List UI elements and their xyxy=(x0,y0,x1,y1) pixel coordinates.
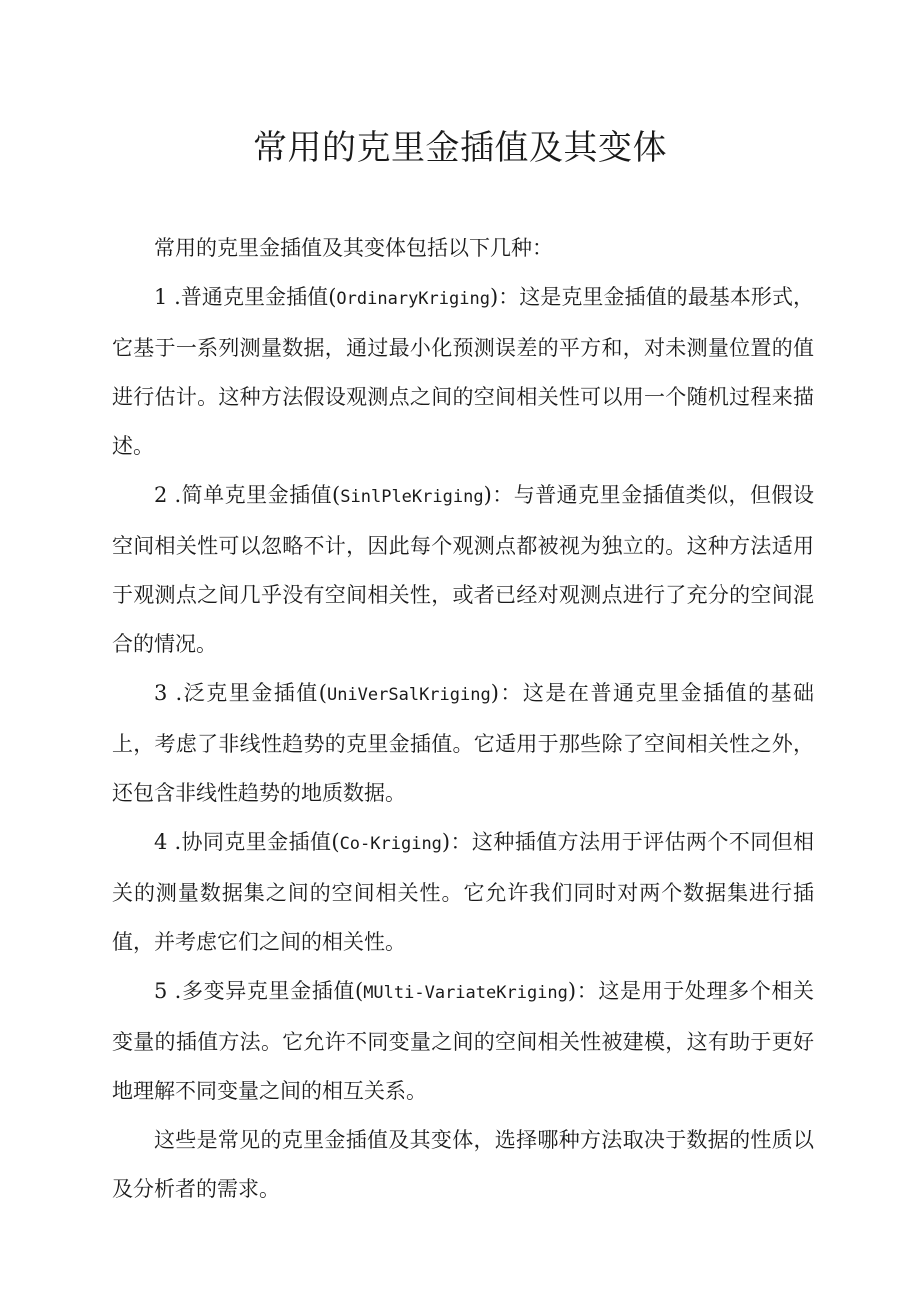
item-term: MUlti-VariateKriging xyxy=(363,983,568,1003)
item-term: UniVerSalKriging xyxy=(326,685,491,705)
item-term: SinlPleKriging xyxy=(340,487,484,507)
list-item-multivariate-kriging xyxy=(112,967,814,1116)
item-text: )：这是在普通克里金插值的基础上，考虑了非线性趋势的克里金插值。它适用于那些除了空间相关性之外，还包含非线性趋势的地质数据。 xyxy=(112,681,814,805)
item-text: )：这是用于处理多个相关变量的插值方法。它允许不同变量之间的空间相关性被建模，这有助于更好地理解不同变量之间的相互关系。 xyxy=(112,979,814,1103)
item-term: Co-Kriging xyxy=(339,834,442,854)
item-prefix: 4 .协同克里金插值( xyxy=(154,830,340,854)
list-item-ordinary-kriging xyxy=(112,273,814,471)
item-text: )：这是克里金插值的最基本形式，它基于一系列测量数据，通过最小化预测误差的平方和，对未测量位置的值进行估计。这种方法假设观测点之间的空间相关性可以用一个随机过程来描述。 xyxy=(112,285,814,458)
item-text: )：与普通克里金插值类似，但假设空间相关性可以忽略不计，因此每个观测点都被视为独立的。这种方法适用于观测点之间几乎没有空间相关性，或者已经对观测点进行了充分的空间混合的情况。 xyxy=(112,483,815,656)
list-item-universal-kriging xyxy=(112,669,814,818)
item-term: OrdinaryKriging xyxy=(336,289,490,309)
list-item-co-kriging xyxy=(112,818,814,967)
item-text: )：这种插值方法用于评估两个不同但相关的测量数据集之间的空间相关性。它允许我们同时对两个数据集进行插值，并考虑它们之间的相关性。 xyxy=(112,830,814,954)
item-prefix: 2 .简单克里金插值( xyxy=(154,483,341,507)
conclusion-paragraph: 这些是常见的克里金插值及其变体，选择哪种方法取决于数据的性质以及分析者的需求。 xyxy=(112,1128,814,1201)
list-item-simple-kriging xyxy=(112,471,814,669)
item-prefix: 5 .多变异克里金插值( xyxy=(154,979,364,1003)
item-prefix: 3 .泛克里金插值( xyxy=(154,681,327,705)
item-prefix: 1 .普通克里金插值( xyxy=(154,285,337,309)
intro-paragraph: 常用的克里金插值及其变体包括以下几种： xyxy=(154,236,553,260)
document-title: 常用的克里金插值及其变体 xyxy=(253,128,667,168)
document-body xyxy=(112,224,814,1214)
